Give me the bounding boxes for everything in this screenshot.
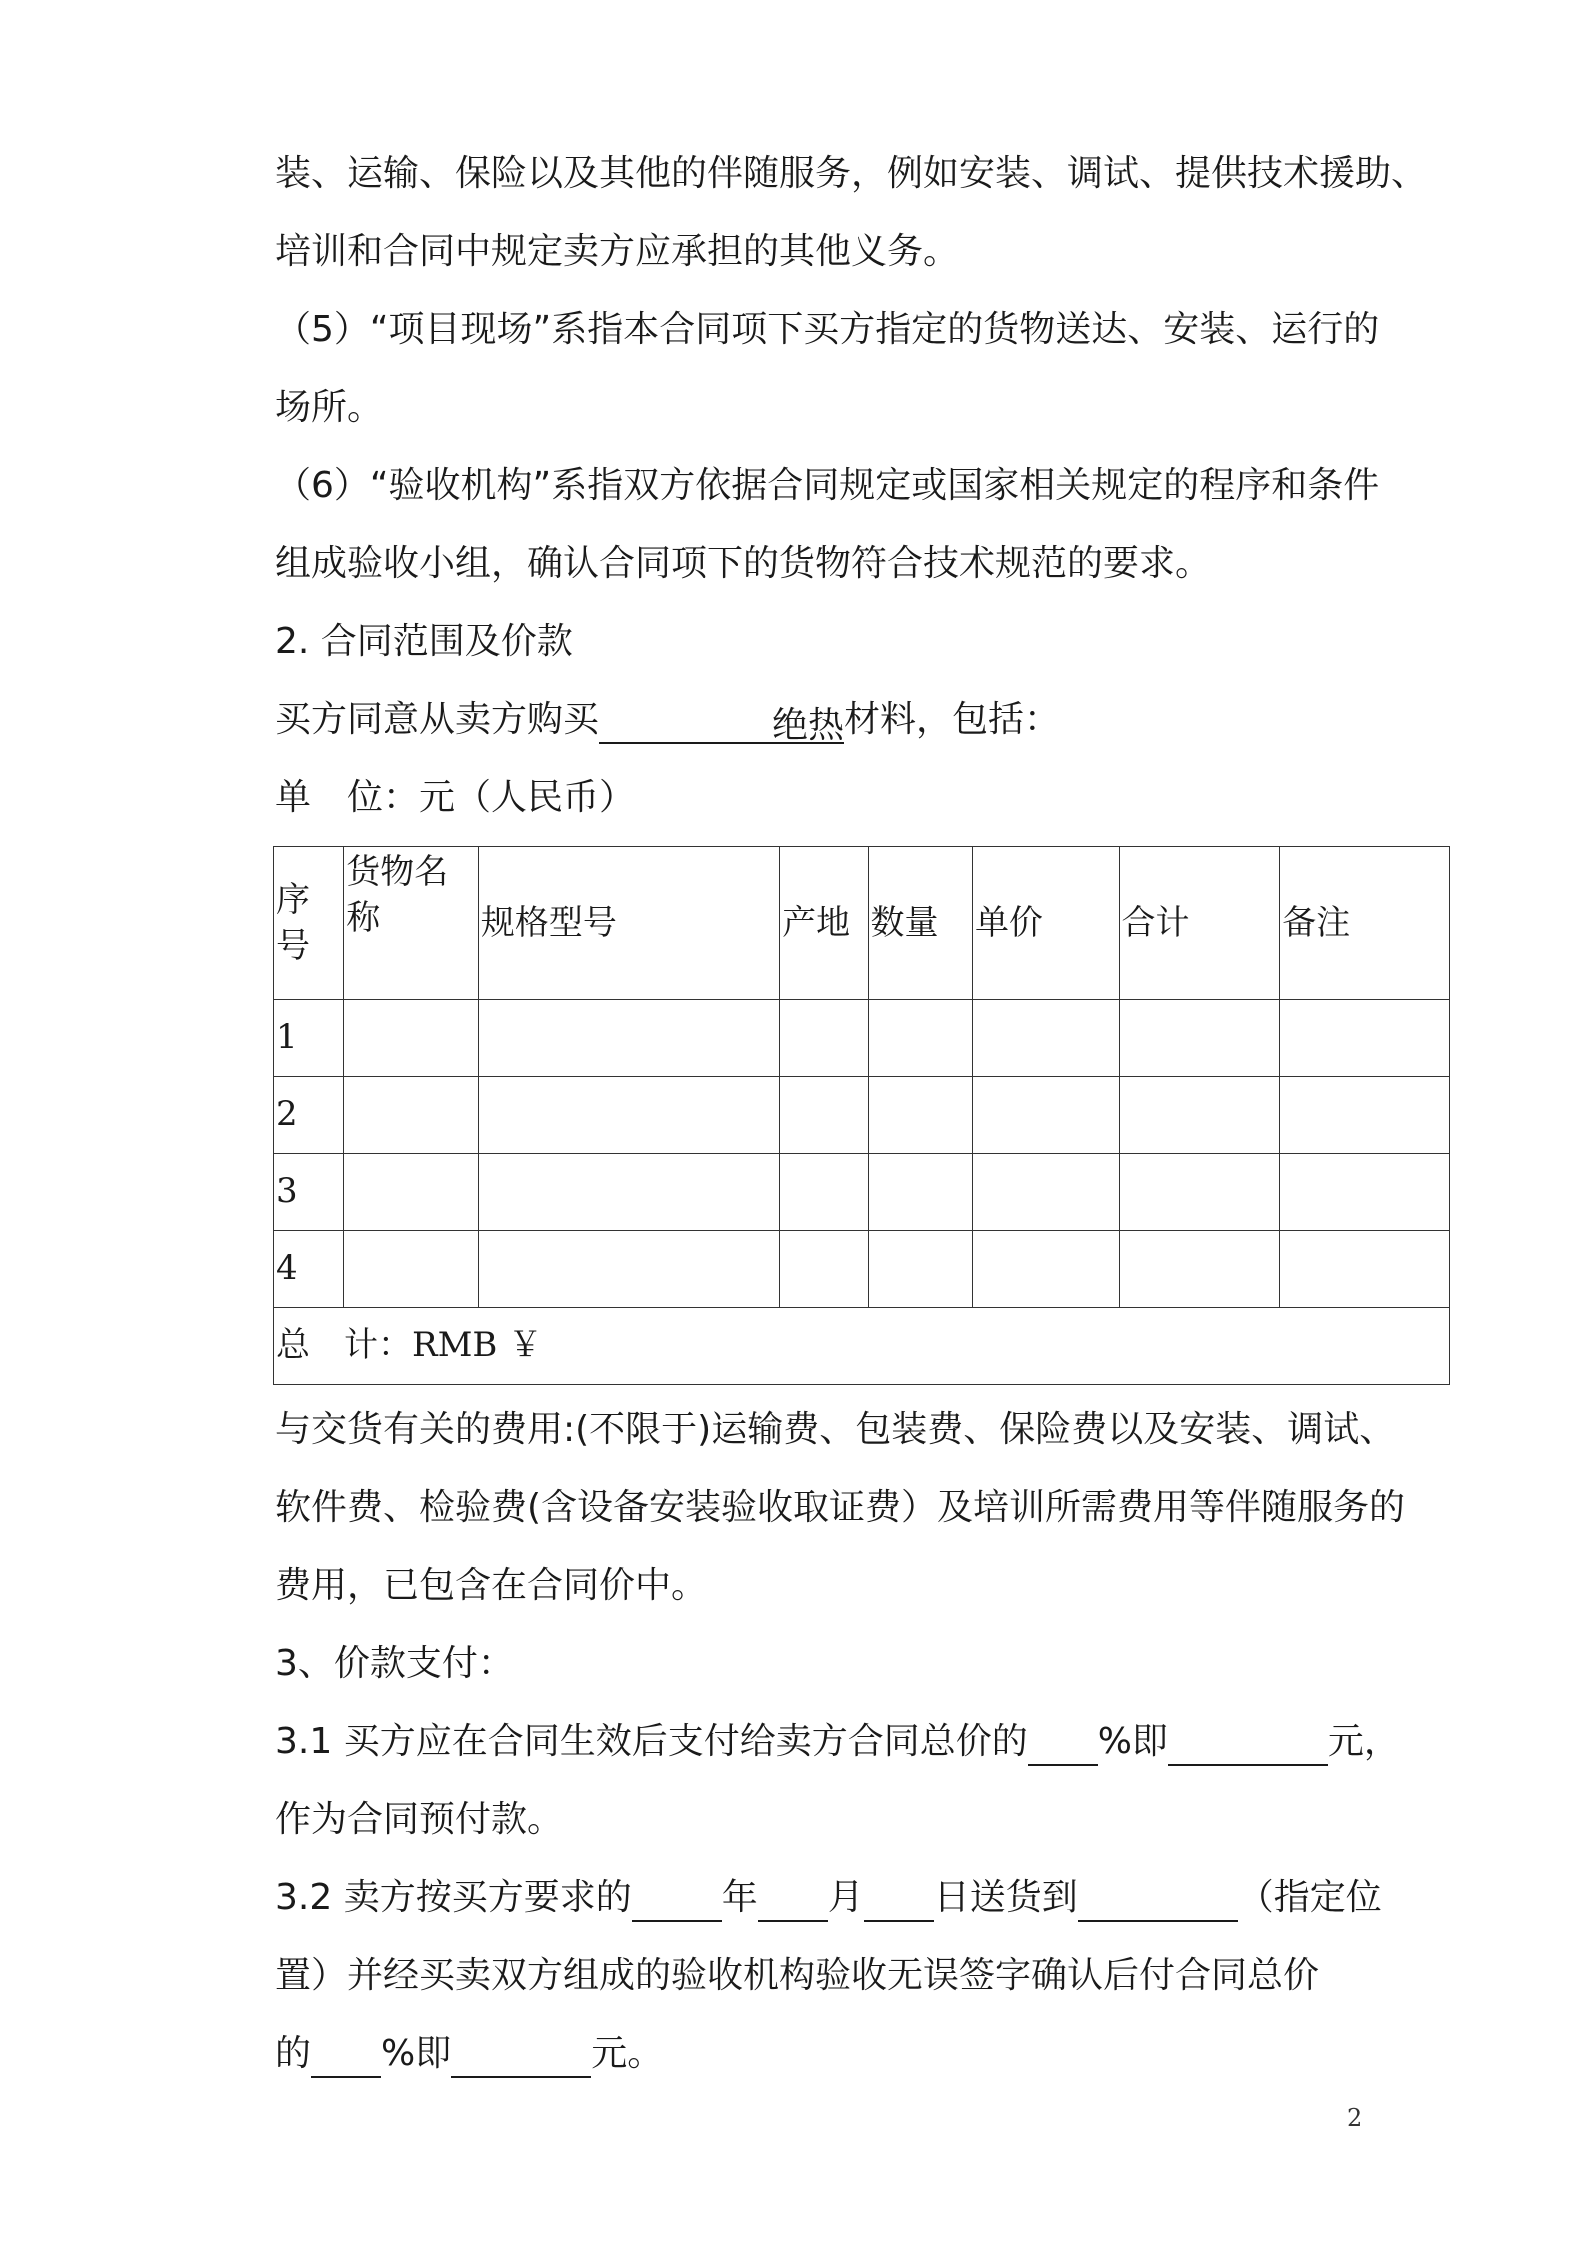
table-cell[interactable] [780,1154,868,1231]
table-cell[interactable] [1119,1231,1280,1308]
header-cell: 货物名称 [344,847,479,1000]
paragraph-line: 场所。 [275,387,384,428]
table-cell[interactable] [344,1231,479,1308]
row-number-cell: 2 [274,1077,344,1154]
table-cell[interactable] [478,1000,779,1077]
clause-text: 3.1 买方应在合同生效后支付给卖方合同总价的 [275,1721,1028,1762]
table-cell[interactable] [1119,1154,1280,1231]
percent-blank[interactable] [1028,1724,1098,1766]
table-row [274,1077,1450,1154]
table-cell[interactable] [478,1077,779,1154]
header-cell: 产地 [780,847,868,1000]
header-cell: 序号 [274,847,344,1000]
table-cell[interactable] [478,1154,779,1231]
table-cell[interactable] [868,1154,972,1231]
table-cell[interactable] [478,1231,779,1308]
clause-text: 元， [1327,1721,1400,1762]
paragraph-line: 与交货有关的费用:(不限于)运输费、包装费、保险费以及安装、调试、 [275,1409,1396,1450]
table-cell[interactable] [972,1077,1119,1154]
table-cell[interactable] [972,1000,1119,1077]
total-cell[interactable]: 总 计：RMB ￥ [274,1308,1450,1385]
table-cell[interactable] [780,1000,868,1077]
table-cell[interactable] [1119,1077,1280,1154]
month-blank[interactable] [758,1880,828,1922]
table-cell[interactable] [868,1077,972,1154]
clause-text: 日送货到 [933,1877,1078,1918]
table-row [274,1000,1450,1077]
table-cell[interactable] [780,1077,868,1154]
header-cell: 数量 [868,847,972,1000]
row-number-cell: 4 [274,1231,344,1308]
table-cell[interactable] [868,1231,972,1308]
table-cell[interactable] [344,1000,479,1077]
table-row [274,1154,1450,1231]
clause-text: 元。 [591,2033,664,2074]
section-heading: 3、价款支付： [275,1643,514,1684]
year-blank[interactable] [632,1880,722,1922]
amount-blank[interactable] [1168,1724,1328,1766]
table-cell[interactable] [344,1154,479,1231]
table-cell[interactable] [972,1231,1119,1308]
clause-text: 年 [721,1877,758,1918]
clause-text: %即 [1097,1721,1168,1762]
section-heading: 2. 合同范围及价款 [275,621,573,662]
clause-3-1-line [275,1718,1400,1766]
amount-blank[interactable] [451,2036,591,2078]
clause-3-2-line-3 [275,2030,1375,2078]
clause-text: 的 [275,2033,312,2074]
paragraph-line: 装、运输、保险以及其他的伴随服务，例如安装、调试、提供技术援助、 [275,153,1428,194]
location-blank[interactable] [1078,1880,1238,1922]
table-cell[interactable] [344,1077,479,1154]
percent-blank[interactable] [311,2036,381,2078]
product-blank[interactable] [599,702,844,744]
table-cell[interactable] [1280,1077,1450,1154]
purchase-prefix: 买方同意从卖方购买 [275,699,600,740]
clause-3-2-line [275,1874,1382,1922]
clause-text: （指定位 [1237,1877,1382,1918]
row-number-cell: 3 [274,1154,344,1231]
clause-text: %即 [381,2033,452,2074]
unit-line: 单 位：元（人民币） [275,777,636,818]
goods-table [273,846,1450,1385]
paragraph-line: 置）并经买卖双方组成的验收机构验收无误签字确认后付合同总价 [275,1955,1320,1996]
clause-5-line: （5）“项目现场”系指本合同项下买方指定的货物送达、安装、运行的 [275,309,1380,350]
table-cell[interactable] [1119,1000,1280,1077]
clause-text: 月 [827,1877,864,1918]
table-total-row [274,1308,1450,1385]
header-cell: 备注 [1280,847,1450,1000]
product-blank-text: 绝热 [772,705,845,746]
day-blank[interactable] [864,1880,934,1922]
purchase-suffix: 材料，包括： [844,699,1061,740]
paragraph-line: 软件费、检验费(含设备安装验收取证费）及培训所需费用等伴随服务的 [275,1487,1406,1528]
header-cell: 规格型号 [478,847,779,1000]
table-cell[interactable] [972,1154,1119,1231]
table-cell[interactable] [1280,1231,1450,1308]
page-number: 2 [1347,2104,1363,2132]
clause-text: 3.2 卖方按买方要求的 [275,1877,632,1918]
table-row [274,1231,1450,1308]
paragraph-line: 作为合同预付款。 [275,1799,564,1840]
purchase-line [275,696,1375,744]
table-cell[interactable] [868,1000,972,1077]
clause-6-line: （6）“验收机构”系指双方依据合同规定或国家相关规定的程序和条件 [275,465,1380,506]
header-cell: 合计 [1119,847,1280,1000]
table-cell[interactable] [1280,1154,1450,1231]
table-header-row [274,847,1450,1000]
table-cell[interactable] [780,1231,868,1308]
paragraph-line: 组成验收小组，确认合同项下的货物符合技术规范的要求。 [275,543,1212,584]
paragraph-line: 培训和合同中规定卖方应承担的其他义务。 [275,231,960,272]
header-cell: 单价 [972,847,1119,1000]
row-number-cell: 1 [274,1000,344,1077]
table-cell[interactable] [1280,1000,1450,1077]
paragraph-line: 费用，已包含在合同价中。 [275,1565,708,1606]
